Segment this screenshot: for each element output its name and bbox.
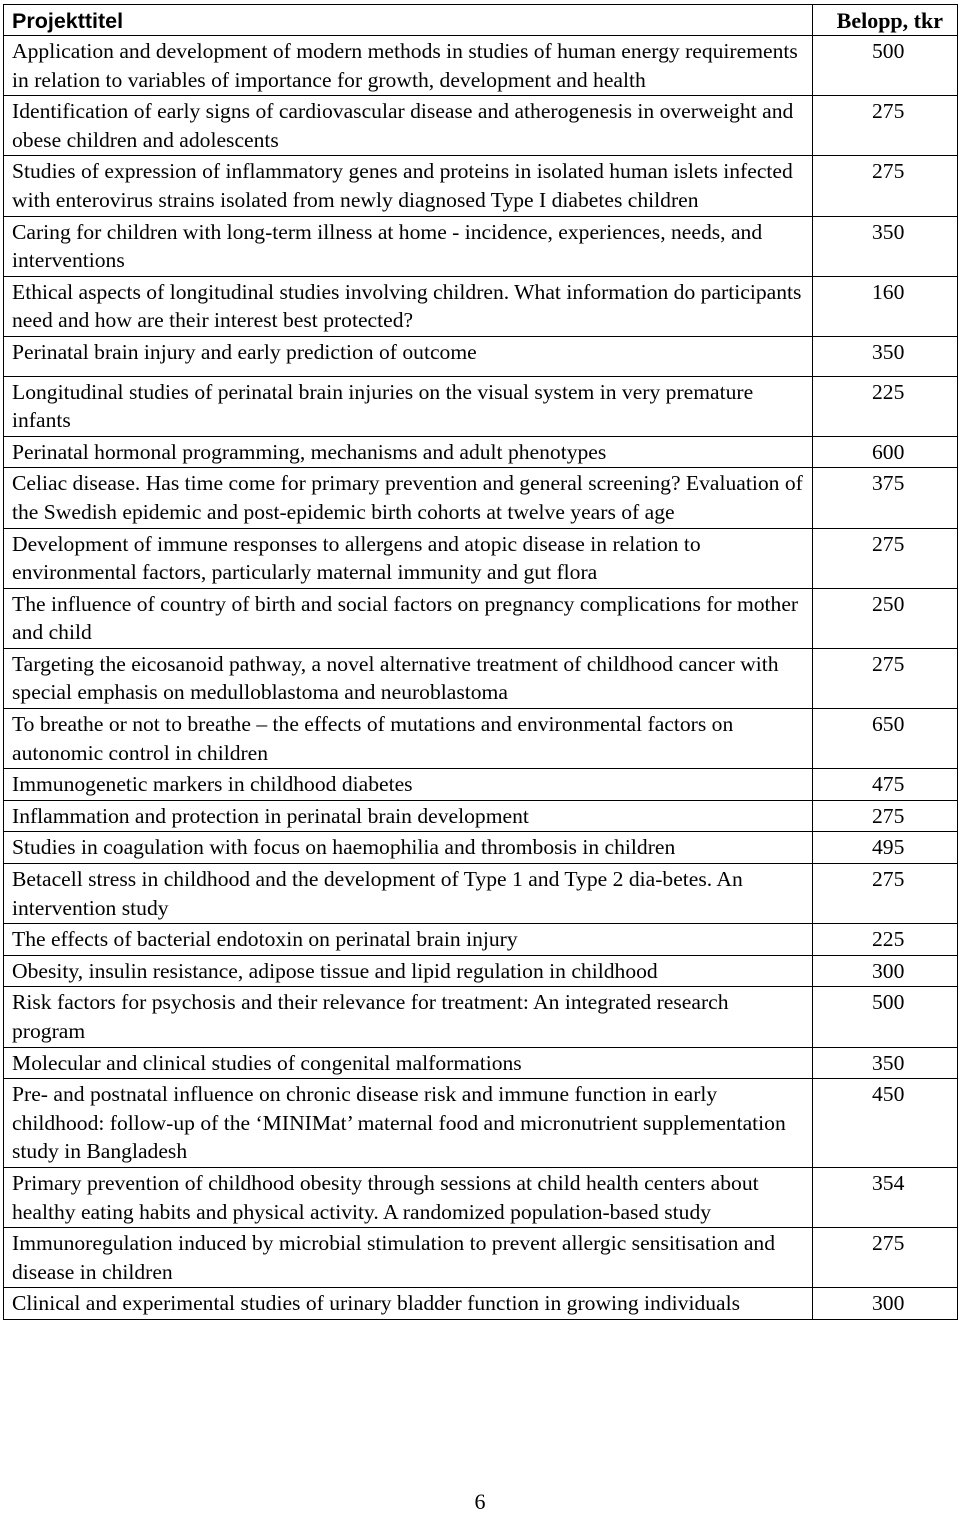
table-row [4,709,958,769]
table-row [4,1288,958,1320]
table-row [4,376,958,436]
table-row [4,987,958,1047]
amount-cell: 350 [813,1047,958,1079]
table-header-row [4,5,958,36]
table-row [4,1167,958,1227]
project-title-cell: Longitudinal studies of perinatal brain injuries on the visual system in very premature infants [4,376,813,436]
project-title-cell: Caring for children with long-term illness at home - incidence, experiences, needs, and interventions [4,216,813,276]
amount-cell: 275 [813,864,958,924]
amount-cell: 275 [813,1228,958,1288]
project-title-cell: Betacell stress in childhood and the development of Type 1 and Type 2 dia-betes. An intervention study [4,864,813,924]
amount-cell: 475 [813,769,958,801]
table-row [4,864,958,924]
project-title-cell: Targeting the eicosanoid pathway, a novel alternative treatment of childhood cancer with special emphasis on medulloblastoma and neuroblastoma [4,648,813,708]
project-title-cell: Primary prevention of childhood obesity through sessions at child health centers about healthy eating habits and physical activity. A randomized population-based study [4,1167,813,1227]
table-row [4,1047,958,1079]
amount-cell: 495 [813,832,958,864]
project-title-cell: The influence of country of birth and social factors on pregnancy complications for mother and child [4,588,813,648]
project-title-cell: Application and development of modern methods in studies of human energy requirements in relation to variables of importance for growth, development and health [4,36,813,96]
table-row [4,36,958,96]
amount-cell: 350 [813,216,958,276]
amount-cell: 275 [813,96,958,156]
table-row [4,276,958,336]
project-title-cell: Molecular and clinical studies of congenital malformations [4,1047,813,1079]
project-title-cell: Immunogenetic markers in childhood diabetes [4,769,813,801]
table-row [4,336,958,376]
amount-cell: 500 [813,987,958,1047]
table-row [4,924,958,956]
project-title-cell: Identification of early signs of cardiovascular disease and atherogenesis in overweight and obese children and adolescents [4,96,813,156]
amount-cell: 300 [813,1288,958,1320]
table-row [4,588,958,648]
project-title-cell: Risk factors for psychosis and their relevance for treatment: An integrated research program [4,987,813,1047]
page-number: 6 [474,1489,486,1514]
project-title-cell: Studies of expression of inflammatory genes and proteins in isolated human islets infected with enterovirus strains isolated from newly diagnosed Type I diabetes children [4,156,813,216]
project-table-container [3,4,957,1320]
project-title-cell: Obesity, insulin resistance, adipose tissue and lipid regulation in childhood [4,955,813,987]
amount-cell: 354 [813,1167,958,1227]
amount-cell: 450 [813,1079,958,1168]
project-title-cell: Clinical and experimental studies of urinary bladder function in growing individuals [4,1288,813,1320]
amount-cell: 350 [813,336,958,376]
project-funding-table [3,4,958,1320]
table-row [4,648,958,708]
table-row [4,96,958,156]
project-title-cell: The effects of bacterial endotoxin on perinatal brain injury [4,924,813,956]
project-title-cell: To breathe or not to breathe – the effects of mutations and environmental factors on autonomic control in children [4,709,813,769]
amount-cell: 500 [813,36,958,96]
project-title-cell: Perinatal brain injury and early prediction of outcome [4,336,813,376]
table-row [4,216,958,276]
project-title-cell: Celiac disease. Has time come for primary prevention and general screening? Evaluation of the Swedish epidemic and post-epidemic birth cohorts at twelve years of age [4,468,813,528]
table-row [4,468,958,528]
header-amount: Belopp, tkr [813,5,958,36]
amount-cell: 275 [813,800,958,832]
table-row [4,1228,958,1288]
table-row [4,1079,958,1168]
project-title-cell: Development of immune responses to allergens and atopic disease in relation to environmental factors, particularly maternal immunity and gut flora [4,528,813,588]
project-title-cell: Ethical aspects of longitudinal studies involving children. What information do participants need and how are their interest best protected? [4,276,813,336]
table-row [4,800,958,832]
project-title-cell: Inflammation and protection in perinatal brain development [4,800,813,832]
amount-cell: 300 [813,955,958,987]
amount-cell: 275 [813,528,958,588]
project-title-cell: Perinatal hormonal programming, mechanisms and adult phenotypes [4,436,813,468]
amount-cell: 160 [813,276,958,336]
table-row [4,769,958,801]
table-row [4,528,958,588]
table-row [4,955,958,987]
table-body [4,36,958,1320]
amount-cell: 275 [813,156,958,216]
amount-cell: 275 [813,648,958,708]
project-title-cell: Pre- and postnatal influence on chronic disease risk and immune function in early childhood: follow-up of the ‘MINIMat’ maternal food and micronutrient supplementation study in Bangladesh [4,1079,813,1168]
amount-cell: 650 [813,709,958,769]
header-project-title: Projekttitel [4,5,813,36]
amount-cell: 375 [813,468,958,528]
amount-cell: 225 [813,924,958,956]
amount-cell: 600 [813,436,958,468]
amount-cell: 225 [813,376,958,436]
project-title-cell: Studies in coagulation with focus on haemophilia and thrombosis in children [4,832,813,864]
table-row [4,832,958,864]
amount-cell: 250 [813,588,958,648]
table-row [4,156,958,216]
project-title-cell: Immunoregulation induced by microbial stimulation to prevent allergic sensitisation and disease in children [4,1228,813,1288]
table-row [4,436,958,468]
